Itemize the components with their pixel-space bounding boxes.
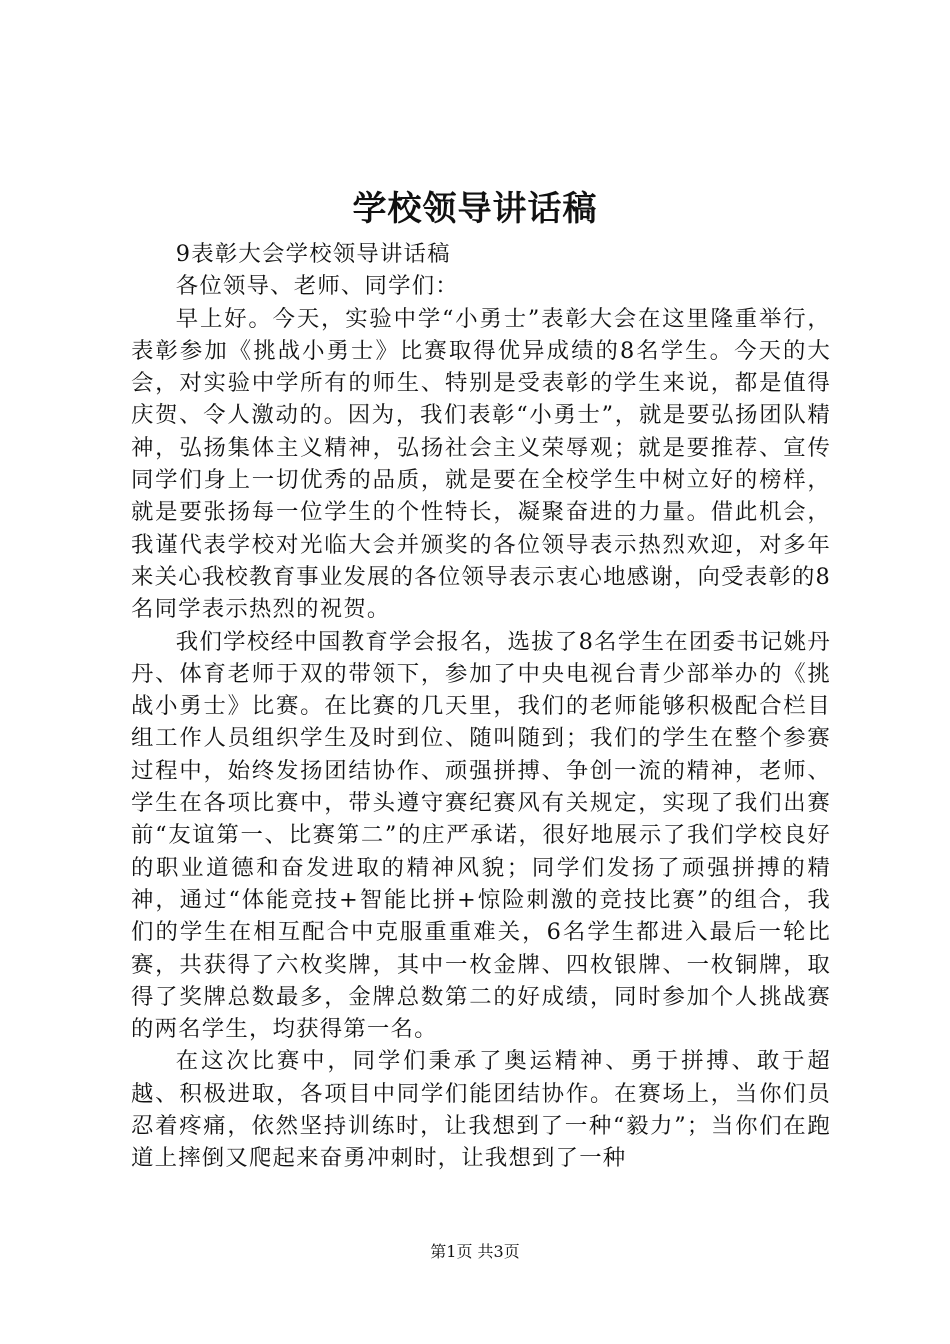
document-title: 学校领导讲话稿 [352,189,598,229]
body-paragraph: 我们学校经中国教育学会报名，选拔了8名学生在团委书记姚丹丹、体育老师于双的带领下，参加了中央电视台青少部举办的《挑战小勇士》比赛。在比赛的几天里，我们的老师能够积极配合栏目组工作人员组织学生及时到位、随叫随到；我们的学生在整个参赛过程中，始终发扬团结协作、顽强拼搏、争创一流的精神，老师、学生在各项比赛中，带头遵守赛纪赛风有关规定，实现了我们出赛前“友谊第一、比赛第二”的庄严承诺，很好地展示了我们学校良好的职业道德和奋发进取的精神风貌；同学们发扬了顽强拼搏的精神，通过“体能竞技+智能比拼+惊险刺激的竞技比赛”的组合，我们的学生在相互配合中克服重重难关，6名学生都进入最后一轮比赛，共获得了六枚奖牌，其中一枚金牌、四枚银牌、一枚铜牌，取得了奖牌总数最多，金牌总数第二的好成绩，同时参加个人挑战赛的两名学生，均获得第一名。 [131,628,831,1043]
document-body [131,238,831,1175]
subtitle-paragraph: 9表彰大会学校领导讲话稿 [175,241,451,267]
body-paragraph: 早上好。今天，实验中学“小勇士”表彰大会在这里隆重举行，表彰参加《挑战小勇士》比赛取得优异成绩的8名学生。今天的大会，对实验中学所有的师生、特别是受表彰的学生来说，都是值得庆贺、令人激动的。因为，我们表彰“小勇士”，就是要弘扬团队精神，弘扬集体主义精神，弘扬社会主义荣辱观；就是要推荐、宣传同学们身上一切优秀的品质，就是要在全校学生中树立好的榜样，就是要张扬每一位学生的个性特长，凝聚奋进的力量。借此机会，我谨代表学校对光临大会并颁奖的各位领导表示热烈欢迎，对多年来关心我校教育事业发展的各位领导表示衷心地感谢，向受表彰的8名同学表示热烈的祝贺。 [131,305,831,623]
salutation-paragraph: 各位领导、老师、同学们： [175,273,459,300]
body-paragraph: 在这次比赛中，同学们秉承了奥运精神、勇于拼搏、敢于超越、积极进取，各项目中同学们能团结协作。在赛场上，当你们员忍着疼痛，依然坚持训练时，让我想到了一种“毅力”；当你们在跑道上摔倒又爬起来奋勇冲刺时，让我想到了一种 [131,1048,831,1172]
page-number-footer: 第1页 共3页 [430,1242,520,1261]
